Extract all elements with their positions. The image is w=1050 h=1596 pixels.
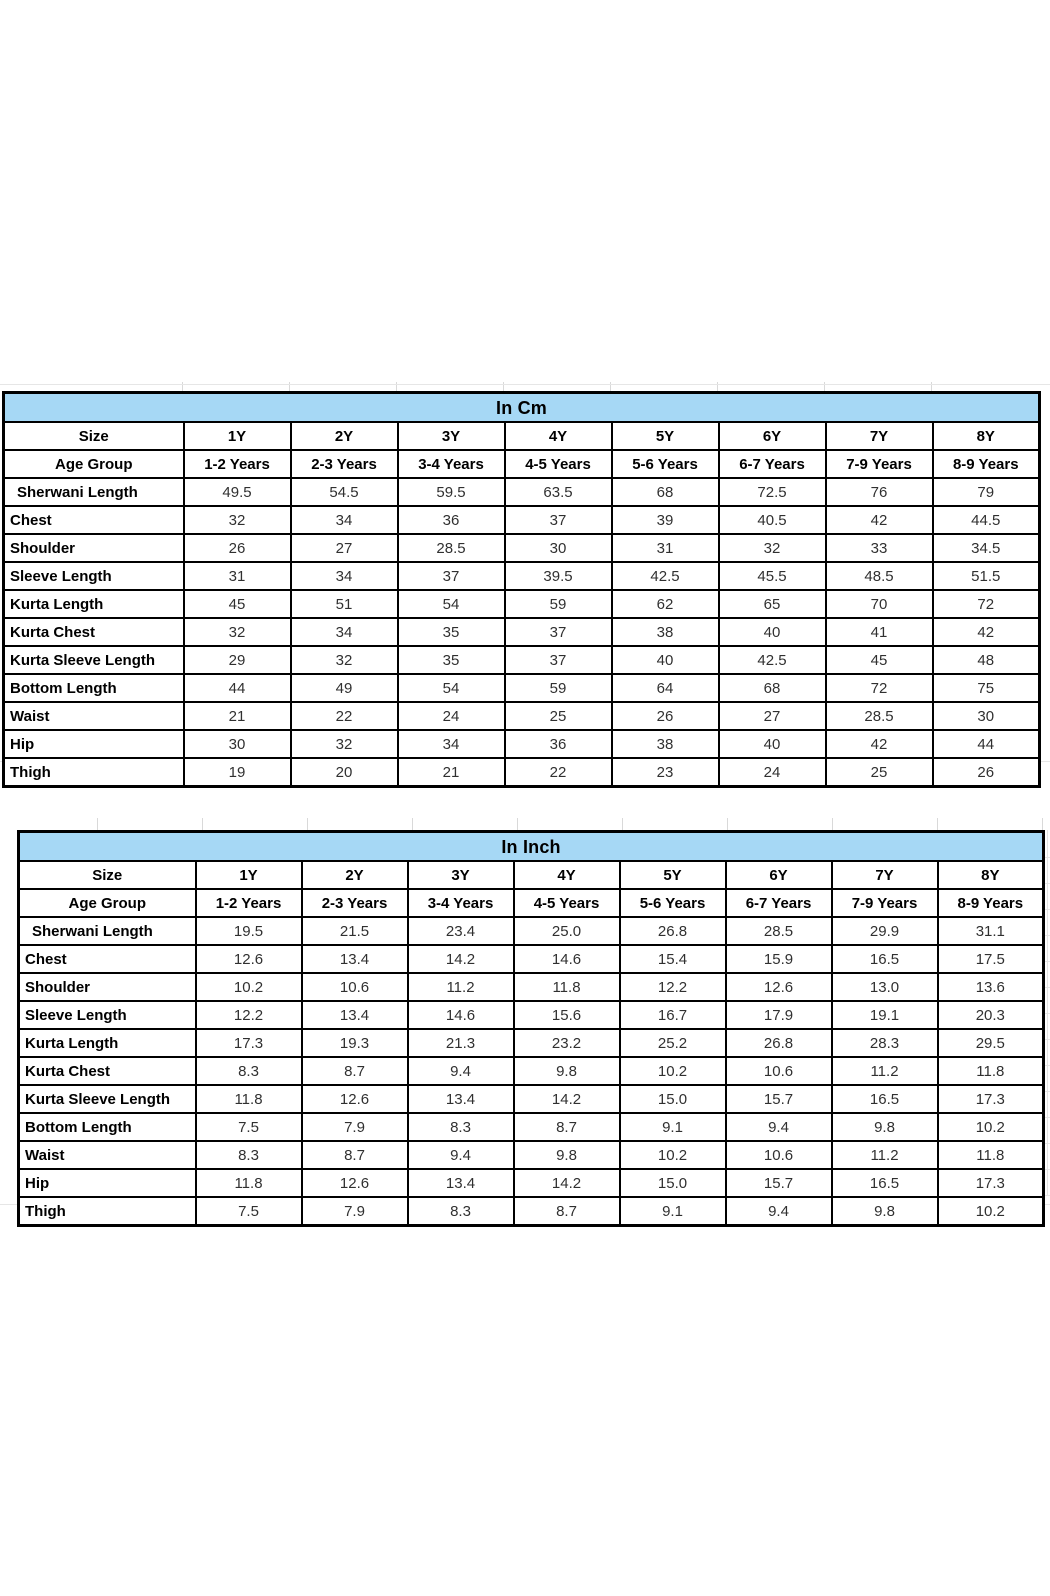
measurement-value-cell: 32 bbox=[184, 618, 291, 646]
measurement-value-cell: 35 bbox=[398, 618, 505, 646]
measurement-row bbox=[19, 1141, 1044, 1169]
age-group-cell: 3-4 Years bbox=[408, 889, 514, 917]
measurement-value-cell: 64 bbox=[612, 674, 719, 702]
measurement-value-cell: 37 bbox=[505, 646, 612, 674]
size-header-cell: 6Y bbox=[726, 861, 832, 889]
measurement-row bbox=[4, 590, 1040, 618]
age-group-cell: 2-3 Years bbox=[291, 450, 398, 478]
measurement-value-cell: 79 bbox=[933, 478, 1040, 506]
sheet-gridline-tick bbox=[97, 818, 98, 830]
measurement-value-cell: 21.3 bbox=[408, 1029, 514, 1057]
measurement-value-cell: 44.5 bbox=[933, 506, 1040, 534]
measurement-row bbox=[19, 1085, 1044, 1113]
size-header-cell: 2Y bbox=[291, 422, 398, 450]
measurement-value-cell: 72 bbox=[826, 674, 933, 702]
measurement-value-cell: 16.5 bbox=[832, 945, 938, 973]
measurement-row bbox=[19, 1197, 1044, 1226]
measurement-value-cell: 7.9 bbox=[302, 1113, 408, 1141]
measurement-label: Chest bbox=[19, 945, 196, 973]
measurement-value-cell: 15.7 bbox=[726, 1085, 832, 1113]
measurement-label: Kurta Length bbox=[4, 590, 184, 618]
measurement-value-cell: 10.2 bbox=[620, 1057, 726, 1085]
measurement-value-cell: 12.6 bbox=[196, 945, 302, 973]
measurement-value-cell: 9.1 bbox=[620, 1113, 726, 1141]
measurement-value-cell: 42.5 bbox=[612, 562, 719, 590]
measurement-row bbox=[19, 1113, 1044, 1141]
measurement-value-cell: 23 bbox=[612, 758, 719, 787]
table-title: In Cm bbox=[4, 393, 1040, 423]
measurement-value-cell: 32 bbox=[291, 646, 398, 674]
measurement-value-cell: 26 bbox=[612, 702, 719, 730]
measurement-value-cell: 12.6 bbox=[726, 973, 832, 1001]
measurement-value-cell: 20 bbox=[291, 758, 398, 787]
age-group-cell: 2-3 Years bbox=[302, 889, 408, 917]
measurement-label: Bottom Length bbox=[4, 674, 184, 702]
size-header-cell: 5Y bbox=[612, 422, 719, 450]
age-group-cell: 8-9 Years bbox=[933, 450, 1040, 478]
measurement-value-cell: 25 bbox=[505, 702, 612, 730]
sheet-gridline-tick bbox=[727, 818, 728, 830]
measurement-value-cell: 8.7 bbox=[514, 1197, 620, 1226]
sheet-gridline-tick bbox=[307, 818, 308, 830]
size-header-row bbox=[4, 422, 1040, 450]
measurement-value-cell: 36 bbox=[398, 506, 505, 534]
measurement-value-cell: 51.5 bbox=[933, 562, 1040, 590]
measurement-value-cell: 30 bbox=[184, 730, 291, 758]
size-header-cell: 1Y bbox=[184, 422, 291, 450]
measurement-value-cell: 9.4 bbox=[726, 1113, 832, 1141]
measurement-value-cell: 7.9 bbox=[302, 1197, 408, 1226]
sheet-gridline-tick bbox=[622, 818, 623, 830]
measurement-value-cell: 11.8 bbox=[938, 1141, 1044, 1169]
measurement-label: Kurta Length bbox=[19, 1029, 196, 1057]
measurement-value-cell: 39 bbox=[612, 506, 719, 534]
measurement-label: Bottom Length bbox=[19, 1113, 196, 1141]
age-group-row bbox=[19, 889, 1044, 917]
measurement-value-cell: 7.5 bbox=[196, 1197, 302, 1226]
measurement-value-cell: 42.5 bbox=[719, 646, 826, 674]
measurement-value-cell: 26.8 bbox=[726, 1029, 832, 1057]
age-group-cell: 4-5 Years bbox=[514, 889, 620, 917]
measurement-value-cell: 44 bbox=[184, 674, 291, 702]
measurement-value-cell: 59.5 bbox=[398, 478, 505, 506]
measurement-value-cell: 59 bbox=[505, 674, 612, 702]
sheet-gridline bbox=[0, 384, 1050, 385]
measurement-value-cell: 8.3 bbox=[408, 1197, 514, 1226]
size-header-cell: 7Y bbox=[832, 861, 938, 889]
measurement-row bbox=[19, 945, 1044, 973]
measurement-value-cell: 7.5 bbox=[196, 1113, 302, 1141]
measurement-value-cell: 22 bbox=[505, 758, 612, 787]
measurement-value-cell: 65 bbox=[719, 590, 826, 618]
measurement-value-cell: 51 bbox=[291, 590, 398, 618]
size-header-label: Size bbox=[4, 422, 184, 450]
measurement-row bbox=[4, 506, 1040, 534]
measurement-value-cell: 38 bbox=[612, 730, 719, 758]
measurement-row bbox=[19, 973, 1044, 1001]
sheet-gridline-tick bbox=[832, 818, 833, 830]
measurement-value-cell: 15.4 bbox=[620, 945, 726, 973]
measurement-value-cell: 17.9 bbox=[726, 1001, 832, 1029]
size-header-row bbox=[19, 861, 1044, 889]
measurement-value-cell: 15.7 bbox=[726, 1169, 832, 1197]
measurement-value-cell: 36 bbox=[505, 730, 612, 758]
measurement-row bbox=[4, 730, 1040, 758]
measurement-value-cell: 28.5 bbox=[398, 534, 505, 562]
measurement-value-cell: 15.6 bbox=[514, 1001, 620, 1029]
age-group-cell: 6-7 Years bbox=[726, 889, 832, 917]
measurement-value-cell: 34 bbox=[291, 618, 398, 646]
age-group-cell: 6-7 Years bbox=[719, 450, 826, 478]
size-header-cell: 4Y bbox=[514, 861, 620, 889]
size-header-cell: 1Y bbox=[196, 861, 302, 889]
measurement-value-cell: 75 bbox=[933, 674, 1040, 702]
measurement-value-cell: 14.2 bbox=[514, 1169, 620, 1197]
measurement-label: Sherwani Length bbox=[4, 478, 184, 506]
measurement-value-cell: 25.2 bbox=[620, 1029, 726, 1057]
measurement-value-cell: 10.6 bbox=[726, 1057, 832, 1085]
size-header-cell: 2Y bbox=[302, 861, 408, 889]
measurement-row bbox=[19, 917, 1044, 945]
measurement-value-cell: 11.8 bbox=[938, 1057, 1044, 1085]
table-title: In Inch bbox=[19, 832, 1044, 862]
measurement-value-cell: 12.6 bbox=[302, 1169, 408, 1197]
measurement-value-cell: 32 bbox=[291, 730, 398, 758]
measurement-value-cell: 38 bbox=[612, 618, 719, 646]
measurement-value-cell: 8.7 bbox=[302, 1141, 408, 1169]
measurement-value-cell: 37 bbox=[505, 618, 612, 646]
measurement-value-cell: 54.5 bbox=[291, 478, 398, 506]
measurement-value-cell: 37 bbox=[505, 506, 612, 534]
measurement-value-cell: 21 bbox=[184, 702, 291, 730]
measurement-value-cell: 9.8 bbox=[514, 1057, 620, 1085]
measurement-value-cell: 42 bbox=[826, 506, 933, 534]
age-group-cell: 5-6 Years bbox=[612, 450, 719, 478]
sheet-gridline-tick bbox=[517, 818, 518, 830]
measurement-value-cell: 20.3 bbox=[938, 1001, 1044, 1029]
measurement-label: Waist bbox=[19, 1141, 196, 1169]
measurement-value-cell: 39.5 bbox=[505, 562, 612, 590]
size-header-cell: 8Y bbox=[933, 422, 1040, 450]
age-group-label: Age Group bbox=[4, 450, 184, 478]
measurement-value-cell: 9.8 bbox=[832, 1113, 938, 1141]
measurement-value-cell: 8.3 bbox=[196, 1057, 302, 1085]
age-group-cell: 1-2 Years bbox=[196, 889, 302, 917]
measurement-value-cell: 35 bbox=[398, 646, 505, 674]
measurement-value-cell: 13.4 bbox=[302, 945, 408, 973]
measurement-value-cell: 13.0 bbox=[832, 973, 938, 1001]
age-group-label: Age Group bbox=[19, 889, 196, 917]
measurement-value-cell: 11.8 bbox=[514, 973, 620, 1001]
measurement-value-cell: 26.8 bbox=[620, 917, 726, 945]
measurement-value-cell: 9.8 bbox=[514, 1141, 620, 1169]
size-header-label: Size bbox=[19, 861, 196, 889]
measurement-row bbox=[19, 1001, 1044, 1029]
measurement-value-cell: 29 bbox=[184, 646, 291, 674]
measurement-value-cell: 9.4 bbox=[408, 1141, 514, 1169]
measurement-value-cell: 14.6 bbox=[408, 1001, 514, 1029]
measurement-value-cell: 27 bbox=[719, 702, 826, 730]
measurement-value-cell: 16.5 bbox=[832, 1169, 938, 1197]
measurement-value-cell: 11.2 bbox=[408, 973, 514, 1001]
measurement-value-cell: 14.2 bbox=[514, 1085, 620, 1113]
measurement-value-cell: 42 bbox=[933, 618, 1040, 646]
measurement-value-cell: 11.8 bbox=[196, 1085, 302, 1113]
measurement-value-cell: 40 bbox=[719, 730, 826, 758]
measurement-value-cell: 45 bbox=[826, 646, 933, 674]
measurement-label: Kurta Sleeve Length bbox=[4, 646, 184, 674]
measurement-value-cell: 68 bbox=[612, 478, 719, 506]
measurement-row bbox=[4, 646, 1040, 674]
size-table-cm bbox=[2, 391, 1041, 788]
size-header-cell: 7Y bbox=[826, 422, 933, 450]
measurement-value-cell: 27 bbox=[291, 534, 398, 562]
measurement-value-cell: 54 bbox=[398, 674, 505, 702]
measurement-label: Hip bbox=[19, 1169, 196, 1197]
measurement-value-cell: 31 bbox=[612, 534, 719, 562]
measurement-value-cell: 10.2 bbox=[620, 1141, 726, 1169]
measurement-value-cell: 9.4 bbox=[408, 1057, 514, 1085]
measurement-value-cell: 45 bbox=[184, 590, 291, 618]
measurement-value-cell: 31 bbox=[184, 562, 291, 590]
measurement-value-cell: 29.5 bbox=[938, 1029, 1044, 1057]
sheet-gridline-tick bbox=[1047, 830, 1048, 1195]
measurement-value-cell: 10.6 bbox=[726, 1141, 832, 1169]
measurement-value-cell: 12.2 bbox=[620, 973, 726, 1001]
measurement-value-cell: 48.5 bbox=[826, 562, 933, 590]
measurement-value-cell: 28.5 bbox=[726, 917, 832, 945]
measurement-value-cell: 19.1 bbox=[832, 1001, 938, 1029]
measurement-value-cell: 72 bbox=[933, 590, 1040, 618]
measurement-label: Chest bbox=[4, 506, 184, 534]
sheet-gridline-tick bbox=[937, 818, 938, 830]
measurement-value-cell: 34.5 bbox=[933, 534, 1040, 562]
measurement-label: Kurta Chest bbox=[19, 1057, 196, 1085]
measurement-row bbox=[4, 478, 1040, 506]
measurement-label: Hip bbox=[4, 730, 184, 758]
age-group-cell: 8-9 Years bbox=[938, 889, 1044, 917]
measurement-value-cell: 12.2 bbox=[196, 1001, 302, 1029]
age-group-row bbox=[4, 450, 1040, 478]
measurement-value-cell: 26 bbox=[933, 758, 1040, 787]
measurement-value-cell: 34 bbox=[398, 730, 505, 758]
measurement-value-cell: 25 bbox=[826, 758, 933, 787]
measurement-value-cell: 30 bbox=[933, 702, 1040, 730]
measurement-value-cell: 25.0 bbox=[514, 917, 620, 945]
measurement-value-cell: 13.4 bbox=[302, 1001, 408, 1029]
measurement-value-cell: 15.0 bbox=[620, 1169, 726, 1197]
measurement-value-cell: 49.5 bbox=[184, 478, 291, 506]
measurement-label: Thigh bbox=[19, 1197, 196, 1226]
measurement-value-cell: 45.5 bbox=[719, 562, 826, 590]
measurement-value-cell: 76 bbox=[826, 478, 933, 506]
measurement-value-cell: 30 bbox=[505, 534, 612, 562]
measurement-row bbox=[19, 1057, 1044, 1085]
measurement-value-cell: 23.2 bbox=[514, 1029, 620, 1057]
measurement-value-cell: 40 bbox=[612, 646, 719, 674]
measurement-value-cell: 8.7 bbox=[302, 1057, 408, 1085]
measurement-value-cell: 19.5 bbox=[196, 917, 302, 945]
age-group-cell: 3-4 Years bbox=[398, 450, 505, 478]
measurement-value-cell: 40 bbox=[719, 618, 826, 646]
measurement-value-cell: 16.7 bbox=[620, 1001, 726, 1029]
measurement-value-cell: 63.5 bbox=[505, 478, 612, 506]
measurement-row bbox=[4, 758, 1040, 787]
measurement-value-cell: 8.3 bbox=[196, 1141, 302, 1169]
measurement-row bbox=[4, 618, 1040, 646]
measurement-label: Kurta Sleeve Length bbox=[19, 1085, 196, 1113]
measurement-value-cell: 22 bbox=[291, 702, 398, 730]
measurement-value-cell: 28.5 bbox=[826, 702, 933, 730]
measurement-row bbox=[4, 702, 1040, 730]
measurement-value-cell: 17.5 bbox=[938, 945, 1044, 973]
measurement-value-cell: 62 bbox=[612, 590, 719, 618]
measurement-value-cell: 15.0 bbox=[620, 1085, 726, 1113]
measurement-value-cell: 17.3 bbox=[938, 1169, 1044, 1197]
size-header-cell: 8Y bbox=[938, 861, 1044, 889]
measurement-value-cell: 32 bbox=[719, 534, 826, 562]
measurement-row bbox=[19, 1029, 1044, 1057]
measurement-value-cell: 9.8 bbox=[832, 1197, 938, 1226]
measurement-row bbox=[4, 534, 1040, 562]
measurement-value-cell: 11.2 bbox=[832, 1057, 938, 1085]
measurement-value-cell: 21.5 bbox=[302, 917, 408, 945]
measurement-value-cell: 19 bbox=[184, 758, 291, 787]
age-group-cell: 4-5 Years bbox=[505, 450, 612, 478]
sheet-gridline-tick bbox=[202, 818, 203, 830]
table-title-row bbox=[4, 393, 1040, 423]
measurement-label: Shoulder bbox=[4, 534, 184, 562]
measurement-label: Sleeve Length bbox=[19, 1001, 196, 1029]
measurement-value-cell: 40.5 bbox=[719, 506, 826, 534]
measurement-value-cell: 23.4 bbox=[408, 917, 514, 945]
measurement-value-cell: 13.4 bbox=[408, 1085, 514, 1113]
measurement-value-cell: 68 bbox=[719, 674, 826, 702]
measurement-value-cell: 26 bbox=[184, 534, 291, 562]
measurement-value-cell: 29.9 bbox=[832, 917, 938, 945]
measurement-value-cell: 10.2 bbox=[938, 1113, 1044, 1141]
table-title-row bbox=[19, 832, 1044, 862]
measurement-value-cell: 31.1 bbox=[938, 917, 1044, 945]
measurement-value-cell: 32 bbox=[184, 506, 291, 534]
measurement-label: Waist bbox=[4, 702, 184, 730]
measurement-label: Shoulder bbox=[19, 973, 196, 1001]
measurement-value-cell: 13.4 bbox=[408, 1169, 514, 1197]
measurement-value-cell: 21 bbox=[398, 758, 505, 787]
measurement-value-cell: 10.6 bbox=[302, 973, 408, 1001]
measurement-value-cell: 44 bbox=[933, 730, 1040, 758]
measurement-value-cell: 14.2 bbox=[408, 945, 514, 973]
sheet-gridline-tick bbox=[412, 818, 413, 830]
measurement-value-cell: 9.4 bbox=[726, 1197, 832, 1226]
measurement-row bbox=[4, 674, 1040, 702]
measurement-value-cell: 12.6 bbox=[302, 1085, 408, 1113]
age-group-cell: 1-2 Years bbox=[184, 450, 291, 478]
measurement-value-cell: 24 bbox=[398, 702, 505, 730]
measurement-label: Kurta Chest bbox=[4, 618, 184, 646]
measurement-value-cell: 10.2 bbox=[196, 973, 302, 1001]
measurement-value-cell: 49 bbox=[291, 674, 398, 702]
size-header-cell: 3Y bbox=[398, 422, 505, 450]
measurement-value-cell: 9.1 bbox=[620, 1197, 726, 1226]
size-header-cell: 6Y bbox=[719, 422, 826, 450]
size-header-cell: 5Y bbox=[620, 861, 726, 889]
measurement-value-cell: 16.5 bbox=[832, 1085, 938, 1113]
measurement-value-cell: 17.3 bbox=[196, 1029, 302, 1057]
measurement-value-cell: 13.6 bbox=[938, 973, 1044, 1001]
measurement-value-cell: 11.8 bbox=[196, 1169, 302, 1197]
measurement-value-cell: 10.2 bbox=[938, 1197, 1044, 1226]
measurement-value-cell: 17.3 bbox=[938, 1085, 1044, 1113]
measurement-value-cell: 14.6 bbox=[514, 945, 620, 973]
measurement-value-cell: 19.3 bbox=[302, 1029, 408, 1057]
measurement-value-cell: 11.2 bbox=[832, 1141, 938, 1169]
measurement-row bbox=[4, 562, 1040, 590]
measurement-label: Sherwani Length bbox=[19, 917, 196, 945]
measurement-value-cell: 33 bbox=[826, 534, 933, 562]
measurement-value-cell: 54 bbox=[398, 590, 505, 618]
age-group-cell: 7-9 Years bbox=[832, 889, 938, 917]
measurement-value-cell: 42 bbox=[826, 730, 933, 758]
size-header-cell: 3Y bbox=[408, 861, 514, 889]
measurement-value-cell: 37 bbox=[398, 562, 505, 590]
measurement-value-cell: 28.3 bbox=[832, 1029, 938, 1057]
measurement-value-cell: 70 bbox=[826, 590, 933, 618]
measurement-value-cell: 72.5 bbox=[719, 478, 826, 506]
measurement-value-cell: 59 bbox=[505, 590, 612, 618]
measurement-value-cell: 24 bbox=[719, 758, 826, 787]
measurement-label: Thigh bbox=[4, 758, 184, 787]
age-group-cell: 7-9 Years bbox=[826, 450, 933, 478]
measurement-value-cell: 34 bbox=[291, 562, 398, 590]
measurement-row bbox=[19, 1169, 1044, 1197]
size-table-inch bbox=[17, 830, 1045, 1227]
size-header-cell: 4Y bbox=[505, 422, 612, 450]
sheet-gridline-tick bbox=[1042, 818, 1043, 830]
measurement-value-cell: 8.7 bbox=[514, 1113, 620, 1141]
measurement-label: Sleeve Length bbox=[4, 562, 184, 590]
age-group-cell: 5-6 Years bbox=[620, 889, 726, 917]
measurement-value-cell: 15.9 bbox=[726, 945, 832, 973]
measurement-value-cell: 48 bbox=[933, 646, 1040, 674]
measurement-value-cell: 8.3 bbox=[408, 1113, 514, 1141]
measurement-value-cell: 34 bbox=[291, 506, 398, 534]
measurement-value-cell: 41 bbox=[826, 618, 933, 646]
